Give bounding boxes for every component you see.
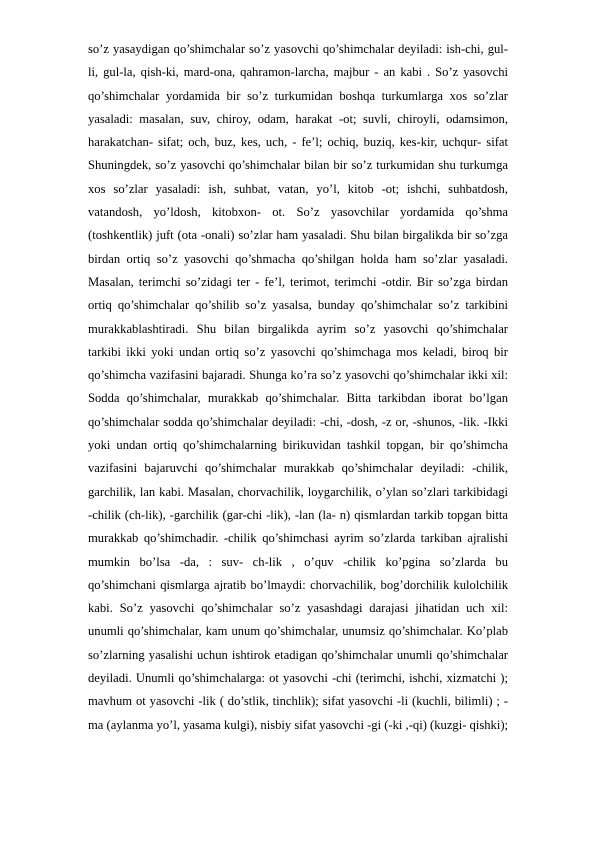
text-line: Sodda qo’shimchalar, murakkab qo’shimchalar. Bitta tarkibdan iborat bo’lgan (88, 391, 508, 406)
text-line: birdan ortiq so’z yasovchi qo’shmacha qo’shilgan holda ham so’zlar yasaladi. (88, 251, 508, 266)
text-line: qo’shimchalar sodda qo’shimchalar deyiladi: -chi, -dosh, -z or, -shunos, -lik. -Ikki (88, 414, 508, 429)
text-line: murakkablashtiradi. Shu bilan birgalikda ayrim so’z yasovchi qo’shimchalar (88, 321, 508, 336)
text-line: ortiq qo’shimchalar qo’shilib so’z yasalsa, bunday qo’shimchalar so’z tarkibini (88, 298, 508, 313)
text-line: so’zlarning yasalishi uchun ishtirok etadigan qo’shimchalar unumli qo’shimchalar (88, 647, 508, 662)
text-line: xos so’zlar yasaladi: ish, suhbat, vatan, yo’l, kitob -ot; ishchi, suhbatdosh, (88, 181, 508, 196)
text-line: unumli qo’shimchalar, kam unum qo’shimchalar, unumsiz qo’shimchalar. Ko’plab (88, 624, 508, 639)
text-line: ma (aylanma yo’l, yasama kulgi), nisbiy sifat yasovchi -gi (-ki ,-qi) (kuzgi- qishki); (88, 717, 509, 732)
text-line: qo’shimchalar yordamida bir so’z turkumidan boshqa turkumlarga xos so’zlar (88, 88, 508, 103)
text-line: li, gul-la, qish-ki, mard-ona, qahramon-larcha, majbur - an kabi . So’z yasovchi (88, 65, 508, 80)
text-line: harakatchan- sifat; och, buz, kes, uch, - fe’l; ochiq, buziq, kes-kir, uchqur- sifat (88, 135, 508, 150)
text-line: murakkab qo’shimchadir. -chilik qo’shimchasi ayrim so’zlarda tarkiban ajralishi (88, 531, 508, 546)
text-line: kabi. So’z yasovchi qo’shimchalar so’z yasashdagi darajasi jihatidan uch xil: (88, 601, 508, 616)
body-text (88, 38, 508, 737)
text-line: mumkin bo’lsa -da, : suv- ch-lik , o’quv -chilik ko’pgina so’zlarda bu (88, 554, 508, 569)
text-line: qo’shimchani qismlarga ajratib bo’lmaydi: chorvachilik, bog’dorchilik kulolchilik (88, 577, 508, 592)
text-line: so’z yasaydigan qo’shimchalar so’z yasovchi qo’shimchalar deyiladi: ish-chi, gul- (88, 42, 508, 56)
text-line: qo’shimcha vazifasini bajaradi. Shunga ko’ra so’z yasovchi qo’shimchalar ikki xil: (88, 368, 508, 383)
text-line: tarkibi ikki yoki undan ortiq so’z yasovchi qo’shimchaga mos keladi, biroq bir (88, 344, 508, 359)
text-line: mavhum ot yasovchi -lik ( do’stlik, tinchlik); sifat yasovchi -li (kuchli, bilimli) ; - (88, 694, 508, 709)
text-line: (toshkentlik) juft (ota -onali) so’zlar ham yasaladi. Shu bilan birgalikda bir so’zga (88, 228, 508, 243)
text-line: -chilik (ch-lik), -garchilik (gar-chi -lik), -lan (la- n) qismlardan tarkib topgan bitta (88, 507, 508, 522)
text-line: Shuningdek, so’z yasovchi qo’shimchalar bilan bir so’z turkumidan shu turkumga (88, 158, 508, 173)
text-line: deyiladi. Unumli qo’shimchalarga: ot yasovchi -chi (terimchi, ishchi, xizmatchi ); (88, 671, 508, 686)
text-line: Masalan, terimchi so’zidagi ter - fe’l, terimot, terimchi -otdir. Bir so’zga birdan (88, 274, 508, 289)
text-line: yasaladi: masalan, suv, chiroy, odam, harakat -ot; suvli, chiroyli, odamsimon, (88, 111, 508, 126)
text-line: vazifasini bajaruvchi qo’shimchalar murakkab qo’shimchalar deyiladi: -chilik, (88, 461, 508, 476)
text-line: garchilik, lan kabi. Masalan, chorvachilik, loygarchilik, o’ylan so’zlari tarkibidagi (88, 484, 508, 499)
text-line: vatandosh, yo’ldosh, kitobxon- ot. So’z yasovchilar yordamida qo’shma (88, 205, 508, 220)
text-line: yoki undan ortiq qo’shimchalarning birikuvidan tashkil topgan, bir qo’shimcha (88, 438, 508, 453)
